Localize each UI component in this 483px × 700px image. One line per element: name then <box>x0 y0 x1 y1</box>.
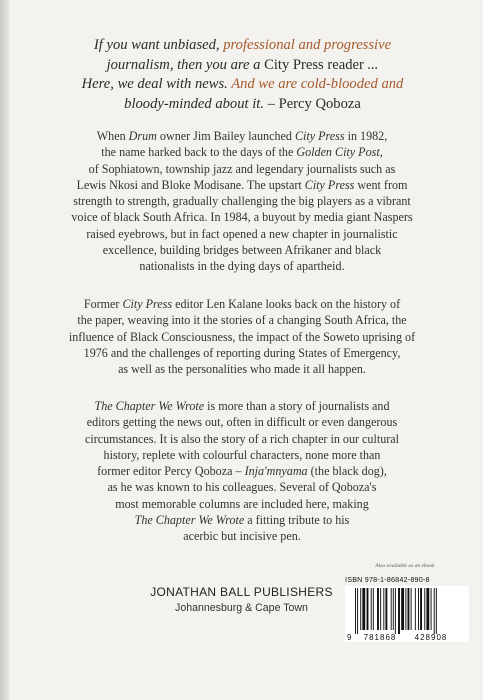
quote-line: If you want unbiased, professional and progressive <box>93 37 392 53</box>
barcode-bar <box>357 588 358 634</box>
barcode-bar <box>383 588 384 630</box>
barcode-bar <box>426 588 429 630</box>
ebook-note: Also available as an ebook <box>375 563 435 569</box>
barcode-bar <box>380 588 381 630</box>
barcode-bar <box>408 588 410 630</box>
quote-line: Here, we deal with news. And we are cold-blooded and <box>81 76 404 93</box>
barcode-bar <box>436 588 437 634</box>
blurb-paragraph-3: The Chapter We Wrote is more than a story of journalists and editors getting the news out, often in difficult or even dangerous circumstances. It is also the story of a rich chapter in our cultural history, replete with colourful characters, none more than former editor Percy Qoboza – Inja'mnyama (the black dog), as he was known to his colleagues. Several of Qoboza's most memorable columns are included here, making The Chapter We Wrote a fitting tribute to his acerbic but incisive pen. <box>85 399 399 544</box>
barcode-bar <box>405 588 406 630</box>
barcode-bar <box>362 588 365 630</box>
barcode-bar <box>398 588 400 634</box>
spine-shadow <box>0 0 10 700</box>
barcode-bar <box>371 588 372 630</box>
barcode-bar <box>420 588 422 630</box>
barcode-bar <box>391 588 392 630</box>
barcode-digit-first: 9 <box>347 633 352 642</box>
quote-line: bloody-minded about it. – Percy Qoboza <box>124 95 361 112</box>
quote-line: journalism, then you are a City Press reader ... <box>106 56 379 73</box>
barcode-digits-right: 428908 <box>414 633 448 642</box>
barcode-bar <box>393 588 394 630</box>
barcode-bar <box>355 588 356 634</box>
barcode-bar <box>434 588 435 634</box>
isbn-barcode <box>345 586 469 642</box>
barcode-bar <box>367 588 369 630</box>
isbn-number: ISBN 978-1-86842-890-8 <box>345 575 430 584</box>
barcode-digits-left: 781868 <box>363 633 397 642</box>
publisher-city: Johannesburg & Cape Town <box>175 602 308 614</box>
barcode-bar <box>418 588 419 630</box>
pull-quote <box>30 36 455 114</box>
blurb-paragraph-2: Former City Press editor Len Kalane looks back on the history of the paper, weaving into it the stories of a changing South Africa, the influence of Black Consciousness, the impact of the Soweto uprising of 1976 and the challenges of reporting during States of Emergency, as well as the personalities who made it all happen. <box>68 297 416 377</box>
barcode-bar <box>377 588 379 630</box>
publisher-name: JONATHAN BALL PUBLISHERS <box>150 585 333 599</box>
barcode-bar <box>385 588 387 630</box>
barcode-bar <box>431 588 432 630</box>
barcode-bar <box>395 588 396 634</box>
blurb-paragraph-1: When Drum owner Jim Bailey launched City Press in 1982, the name harked back to the days of the Golden City Post, of Sophiatown, township jazz and legendary journalists such as Lewis Nkosi and Bloke Modisane. The upstart City Press went from strength to strength, gradually challenging the big players as a vibrant voice of black South Africa. In 1984, a buyout by media giant Naspers raised eyebrows, but in fact opened a new chapter in journalistic excellence, building bridges between Afrikaner and black nationalists in the dying days of apartheid. <box>71 129 413 274</box>
barcode-bar <box>401 588 404 630</box>
barcode-bar <box>415 588 416 630</box>
barcode-bar <box>373 588 374 630</box>
barcode-bar <box>411 588 412 630</box>
barcode-bar <box>360 588 361 630</box>
barcode-bar <box>424 588 425 630</box>
